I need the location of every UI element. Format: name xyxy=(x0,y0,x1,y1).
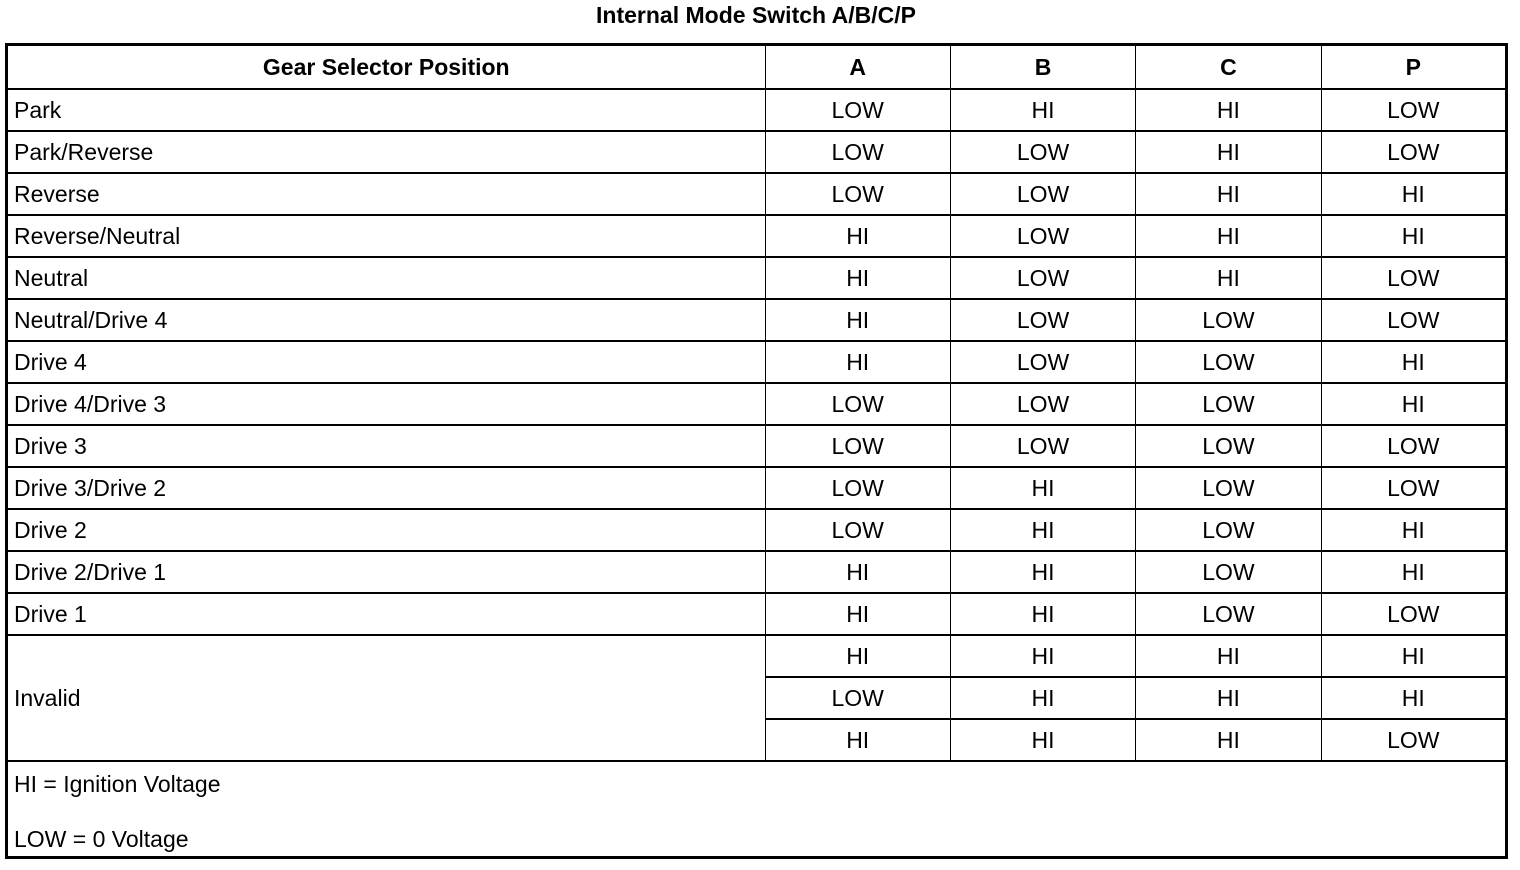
header-p: P xyxy=(1321,45,1506,90)
gear-position-cell: Neutral/Drive 4 xyxy=(7,299,766,341)
value-c-cell: LOW xyxy=(1136,467,1321,509)
legend-low-text: LOW = 0 Voltage xyxy=(14,826,189,852)
gear-position-cell: Park/Reverse xyxy=(7,131,766,173)
mode-switch-table xyxy=(5,43,1508,859)
value-a-cell: LOW xyxy=(765,89,950,131)
value-p-cell: HI xyxy=(1321,341,1506,383)
value-b-cell: HI xyxy=(950,509,1135,551)
value-c-cell: HI xyxy=(1136,89,1321,131)
value-c-cell: LOW xyxy=(1136,299,1321,341)
legend-row xyxy=(7,761,1507,858)
header-row xyxy=(7,45,1507,90)
value-p-cell: LOW xyxy=(1321,131,1506,173)
value-c-cell: HI xyxy=(1136,635,1321,677)
value-c-cell: HI xyxy=(1136,173,1321,215)
gear-position-cell: Drive 3/Drive 2 xyxy=(7,467,766,509)
value-b-cell: HI xyxy=(950,635,1135,677)
value-a-cell: LOW xyxy=(765,131,950,173)
value-c-cell: HI xyxy=(1136,257,1321,299)
invalid-position-cell: Invalid xyxy=(7,635,766,761)
value-a-cell: LOW xyxy=(765,677,950,719)
value-b-cell: HI xyxy=(950,89,1135,131)
value-b-cell: LOW xyxy=(950,383,1135,425)
value-b-cell: HI xyxy=(950,719,1135,761)
header-c: C xyxy=(1136,45,1321,90)
gear-position-cell: Drive 2 xyxy=(7,509,766,551)
value-p-cell: HI xyxy=(1321,509,1506,551)
value-c-cell: LOW xyxy=(1136,509,1321,551)
value-c-cell: LOW xyxy=(1136,593,1321,635)
table-row xyxy=(7,509,1507,551)
value-b-cell: LOW xyxy=(950,215,1135,257)
table-row xyxy=(7,131,1507,173)
value-c-cell: LOW xyxy=(1136,383,1321,425)
value-b-cell: LOW xyxy=(950,257,1135,299)
value-b-cell: HI xyxy=(950,593,1135,635)
value-p-cell: LOW xyxy=(1321,425,1506,467)
value-a-cell: HI xyxy=(765,257,950,299)
value-c-cell: LOW xyxy=(1136,341,1321,383)
header-a: A xyxy=(765,45,950,90)
table-row xyxy=(7,89,1507,131)
table-row xyxy=(7,467,1507,509)
value-p-cell: LOW xyxy=(1321,257,1506,299)
value-a-cell: HI xyxy=(765,551,950,593)
value-c-cell: HI xyxy=(1136,215,1321,257)
header-gear-selector-position: Gear Selector Position xyxy=(7,45,766,90)
value-a-cell: HI xyxy=(765,719,950,761)
value-p-cell: HI xyxy=(1321,383,1506,425)
value-a-cell: HI xyxy=(765,299,950,341)
value-b-cell: LOW xyxy=(950,341,1135,383)
value-p-cell: LOW xyxy=(1321,719,1506,761)
value-a-cell: LOW xyxy=(765,467,950,509)
gear-position-cell: Drive 3 xyxy=(7,425,766,467)
value-a-cell: LOW xyxy=(765,383,950,425)
value-a-cell: LOW xyxy=(765,509,950,551)
table-body xyxy=(7,89,1507,858)
value-p-cell: LOW xyxy=(1321,467,1506,509)
table-row xyxy=(7,299,1507,341)
value-p-cell: HI xyxy=(1321,677,1506,719)
value-p-cell: HI xyxy=(1321,551,1506,593)
value-p-cell: LOW xyxy=(1321,593,1506,635)
value-b-cell: LOW xyxy=(950,131,1135,173)
value-b-cell: LOW xyxy=(950,173,1135,215)
value-p-cell: HI xyxy=(1321,635,1506,677)
value-a-cell: HI xyxy=(765,215,950,257)
gear-position-cell: Neutral xyxy=(7,257,766,299)
value-c-cell: HI xyxy=(1136,131,1321,173)
value-b-cell: HI xyxy=(950,677,1135,719)
table-row xyxy=(7,425,1507,467)
table-title: Internal Mode Switch A/B/C/P xyxy=(596,2,916,28)
header-b: B xyxy=(950,45,1135,90)
gear-position-cell: Drive 4 xyxy=(7,341,766,383)
table-row xyxy=(7,551,1507,593)
value-c-cell: HI xyxy=(1136,677,1321,719)
table-row xyxy=(7,215,1507,257)
value-b-cell: HI xyxy=(950,551,1135,593)
value-c-cell: LOW xyxy=(1136,425,1321,467)
table-row xyxy=(7,173,1507,215)
value-a-cell: HI xyxy=(765,593,950,635)
value-b-cell: HI xyxy=(950,467,1135,509)
value-b-cell: LOW xyxy=(950,299,1135,341)
gear-position-cell: Reverse xyxy=(7,173,766,215)
gear-position-cell: Drive 4/Drive 3 xyxy=(7,383,766,425)
gear-position-cell: Drive 1 xyxy=(7,593,766,635)
table-row xyxy=(7,383,1507,425)
invalid-row xyxy=(7,635,1507,677)
legend-cell xyxy=(7,761,1507,858)
value-a-cell: HI xyxy=(765,341,950,383)
table-row xyxy=(7,257,1507,299)
value-p-cell: HI xyxy=(1321,215,1506,257)
value-p-cell: LOW xyxy=(1321,299,1506,341)
value-p-cell: HI xyxy=(1321,173,1506,215)
legend-hi-text: HI = Ignition Voltage xyxy=(14,771,221,797)
value-a-cell: LOW xyxy=(765,425,950,467)
value-c-cell: LOW xyxy=(1136,551,1321,593)
value-a-cell: LOW xyxy=(765,173,950,215)
table-row xyxy=(7,341,1507,383)
value-c-cell: HI xyxy=(1136,719,1321,761)
table-row xyxy=(7,593,1507,635)
value-p-cell: LOW xyxy=(1321,89,1506,131)
gear-position-cell: Drive 2/Drive 1 xyxy=(7,551,766,593)
gear-position-cell: Park xyxy=(7,89,766,131)
value-b-cell: LOW xyxy=(950,425,1135,467)
value-a-cell: HI xyxy=(765,635,950,677)
gear-position-cell: Reverse/Neutral xyxy=(7,215,766,257)
